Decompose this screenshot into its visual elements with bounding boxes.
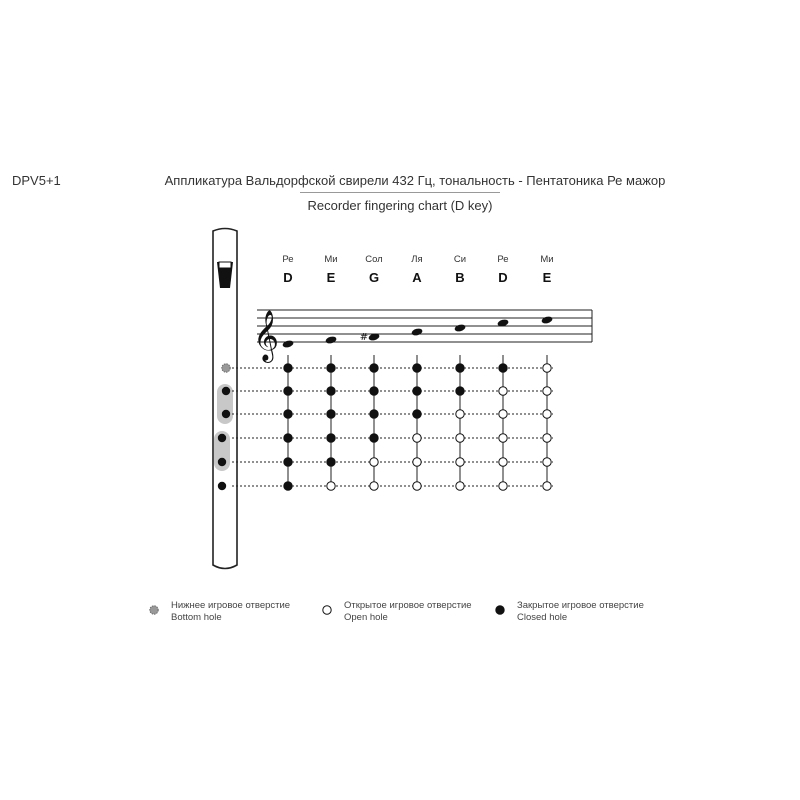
legend-item-open bbox=[344, 600, 472, 624]
recorder-window-edge bbox=[219, 262, 231, 268]
note-name-en: B bbox=[455, 270, 465, 285]
note-name-ru: Ми bbox=[324, 254, 338, 265]
open-hole bbox=[499, 434, 507, 442]
closed-hole bbox=[456, 387, 464, 395]
open-hole bbox=[543, 434, 551, 442]
recorder-bottom-hole bbox=[222, 364, 230, 372]
closed-hole bbox=[370, 410, 378, 418]
open-hole bbox=[543, 458, 551, 466]
note-name-ru: Ре bbox=[282, 254, 294, 265]
open-hole bbox=[370, 458, 378, 466]
open-hole bbox=[413, 482, 421, 490]
legend-label-ru: Открытое игровое отверстие bbox=[344, 600, 472, 611]
open-hole bbox=[499, 387, 507, 395]
closed-hole bbox=[284, 387, 292, 395]
legend-label-ru: Закрытое игровое отверстие bbox=[517, 600, 644, 611]
open-hole bbox=[370, 482, 378, 490]
closed-hole bbox=[370, 364, 378, 372]
open-hole bbox=[327, 482, 335, 490]
note-name-en: D bbox=[283, 270, 293, 285]
fingering-grid bbox=[232, 355, 553, 490]
legend-item-bottom bbox=[171, 600, 290, 624]
closed-hole bbox=[456, 364, 464, 372]
recorder-hole bbox=[218, 458, 226, 466]
closed-hole bbox=[413, 410, 421, 418]
note-name-ru: Ре bbox=[497, 254, 509, 265]
chart-subtitle: Recorder fingering chart (D key) bbox=[307, 198, 493, 213]
note-name-en: E bbox=[542, 270, 552, 285]
recorder-hole bbox=[222, 410, 230, 418]
open-hole bbox=[456, 410, 464, 418]
chart-title: Аппликатура Вальдорфской свирели 432 Гц, тональность - Пентатоника Ре мажор bbox=[164, 173, 666, 188]
note-name-en: E bbox=[326, 270, 336, 285]
open-hole bbox=[413, 434, 421, 442]
note-name-ru: Сол bbox=[365, 254, 383, 265]
closed-hole bbox=[499, 364, 507, 372]
note-head bbox=[325, 335, 337, 344]
legend-label-en: Closed hole bbox=[517, 612, 568, 623]
music-staff bbox=[257, 310, 592, 342]
open-hole bbox=[499, 410, 507, 418]
closed-hole bbox=[327, 364, 335, 372]
note-name-en: A bbox=[412, 270, 422, 285]
note-name-en: D bbox=[498, 270, 508, 285]
closed-hole bbox=[327, 458, 335, 466]
note-head bbox=[541, 315, 553, 324]
closed-hole bbox=[327, 410, 335, 418]
legend-label-ru: Нижнее игровое отверстие bbox=[171, 600, 291, 611]
open-hole bbox=[543, 482, 551, 490]
open-hole bbox=[499, 458, 507, 466]
closed-hole bbox=[284, 364, 292, 372]
closed-hole bbox=[284, 458, 292, 466]
closed-hole bbox=[413, 387, 421, 395]
closed-hole bbox=[413, 364, 421, 372]
note-name-ru: Ля bbox=[411, 254, 423, 265]
note-name-ru: Ми bbox=[540, 254, 554, 265]
open-hole bbox=[456, 458, 464, 466]
closed-hole bbox=[327, 387, 335, 395]
open-hole bbox=[543, 387, 551, 395]
bottom-hole-legend-icon bbox=[150, 606, 158, 614]
note-labels bbox=[282, 254, 553, 285]
open-hole-legend-icon bbox=[323, 606, 331, 614]
open-hole bbox=[499, 482, 507, 490]
closed-hole bbox=[284, 482, 292, 490]
open-hole bbox=[543, 410, 551, 418]
note-head bbox=[454, 323, 466, 332]
legend-label-en: Bottom hole bbox=[171, 612, 222, 623]
legend-item-closed bbox=[517, 600, 644, 624]
treble-clef-icon: 𝄞 bbox=[253, 310, 280, 361]
recorder-hole bbox=[222, 387, 230, 395]
open-hole bbox=[456, 434, 464, 442]
open-hole bbox=[456, 482, 464, 490]
note-name-en: G bbox=[368, 270, 380, 285]
closed-hole-legend-icon bbox=[496, 606, 504, 614]
closed-hole bbox=[327, 434, 335, 442]
open-hole bbox=[413, 458, 421, 466]
recorder-hole bbox=[218, 482, 226, 490]
note-head bbox=[282, 339, 294, 348]
note-name-ru: Си bbox=[453, 254, 467, 265]
legend-label-en: Open hole bbox=[344, 612, 388, 623]
sharp-sign: # bbox=[359, 332, 369, 343]
closed-hole bbox=[284, 434, 292, 442]
closed-hole bbox=[370, 434, 378, 442]
chart-code: DPV5+1 bbox=[12, 173, 61, 188]
recorder-illustration bbox=[213, 229, 237, 569]
staff-notes bbox=[282, 315, 553, 348]
closed-hole bbox=[284, 410, 292, 418]
recorder-hole bbox=[218, 434, 226, 442]
open-hole bbox=[543, 364, 551, 372]
note-head bbox=[411, 327, 423, 336]
closed-hole bbox=[370, 387, 378, 395]
